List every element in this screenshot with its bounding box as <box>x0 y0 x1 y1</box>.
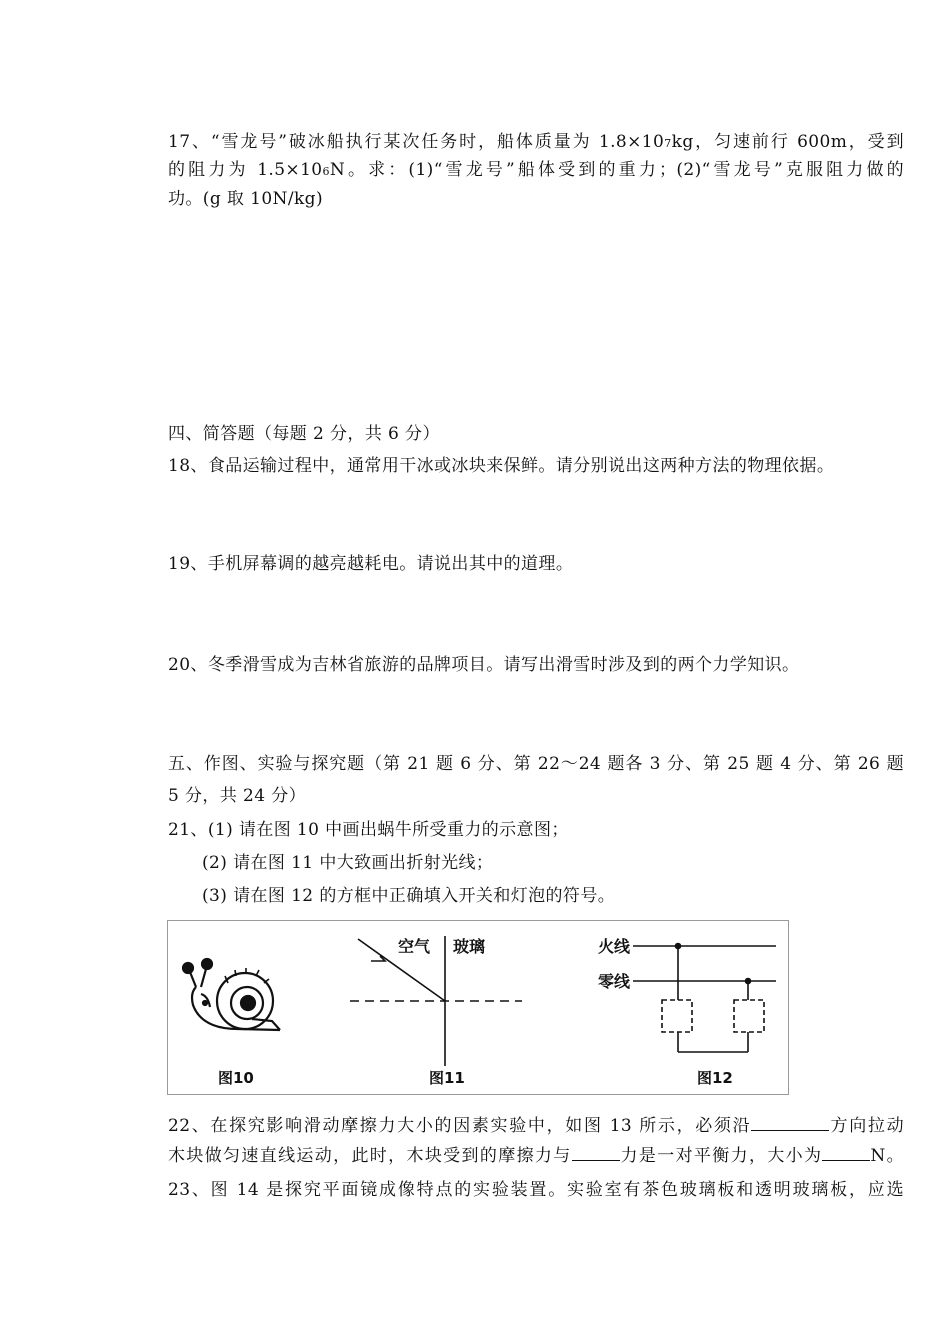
fig11-refraction-drawing <box>350 936 522 1066</box>
fig12-caption: 图12 <box>697 1069 733 1087</box>
figures-panel <box>167 920 789 1095</box>
section4-heading: 四、简答题（每题 2 分，共 6 分） <box>168 424 440 444</box>
q21-part-1: 21、(1) 请在图 10 中画出蜗牛所受重力的示意图； <box>168 820 569 840</box>
q23-line-1: 23、图 14 是探究平面镜成像特点的实验装置。实验室有茶色玻璃板和透明玻璃板，应选 <box>168 1180 904 1200</box>
fig12-live-wire-label: 火线 <box>598 937 631 956</box>
q17-line-1: 17、“雪龙号”破冰船执行某次任务时，船体质量为 1.8×107kg，匀速前行 600m，受到 <box>168 132 905 152</box>
q22-line-2: 木块做匀速直线运动，此时，木块受到的摩擦力与 力是一对平衡力，大小为 N。 <box>168 1142 904 1168</box>
q17-exponent-1: 7 <box>664 137 672 150</box>
q18-text: 18、食品运输过程中，通常用干冰或冰块来保鲜。请分别说出这两种方法的物理依据。 <box>168 456 835 476</box>
q17-line-3: 功。(g 取 10N/kg) <box>168 189 323 209</box>
q17-line-2: 的阻力为 1.5×106N。求：(1)“雪龙号”船体受到的重力；(2)“雪龙号”克服阻力做的 <box>168 160 905 180</box>
q19-text: 19、手机屏幕调的越亮越耗电。请说出其中的道理。 <box>168 554 574 574</box>
q21-part-3: (3) 请在图 12 的方框中正确填入开关和灯泡的符号。 <box>202 886 616 906</box>
fig10-caption: 图10 <box>218 1069 254 1087</box>
q20-text: 20、冬季滑雪成为吉林省旅游的品牌项目。请写出滑雪时涉及到的两个力学知识。 <box>168 655 800 675</box>
section5-heading-line-2: 5 分，共 24 分） <box>168 786 307 806</box>
fig10-snail-drawing <box>183 959 280 1030</box>
fig11-caption: 图11 <box>429 1069 465 1087</box>
section5-heading-line-1: 五、作图、实验与探究题（第 21 题 6 分、第 22～24 题各 3 分、第 25 题 4 分、第 26 题 <box>168 754 904 774</box>
fig12-neutral-wire-label: 零线 <box>598 972 631 991</box>
fig12-circuit-drawing <box>633 944 776 1053</box>
q22-blank-force[interactable] <box>572 1142 620 1161</box>
q22-blank-magnitude[interactable] <box>822 1142 870 1161</box>
q21-part-2: (2) 请在图 11 中大致画出折射光线； <box>202 853 494 873</box>
q17-exponent-2: 6 <box>322 165 330 178</box>
q22-blank-direction[interactable] <box>751 1112 829 1131</box>
fig11-air-label: 空气 <box>398 937 431 956</box>
fig11-glass-label: 玻璃 <box>453 937 486 956</box>
q22-line-1: 22、在探究影响滑动摩擦力大小的因素实验中，如图 13 所示，必须沿 方向拉动 <box>168 1112 904 1138</box>
